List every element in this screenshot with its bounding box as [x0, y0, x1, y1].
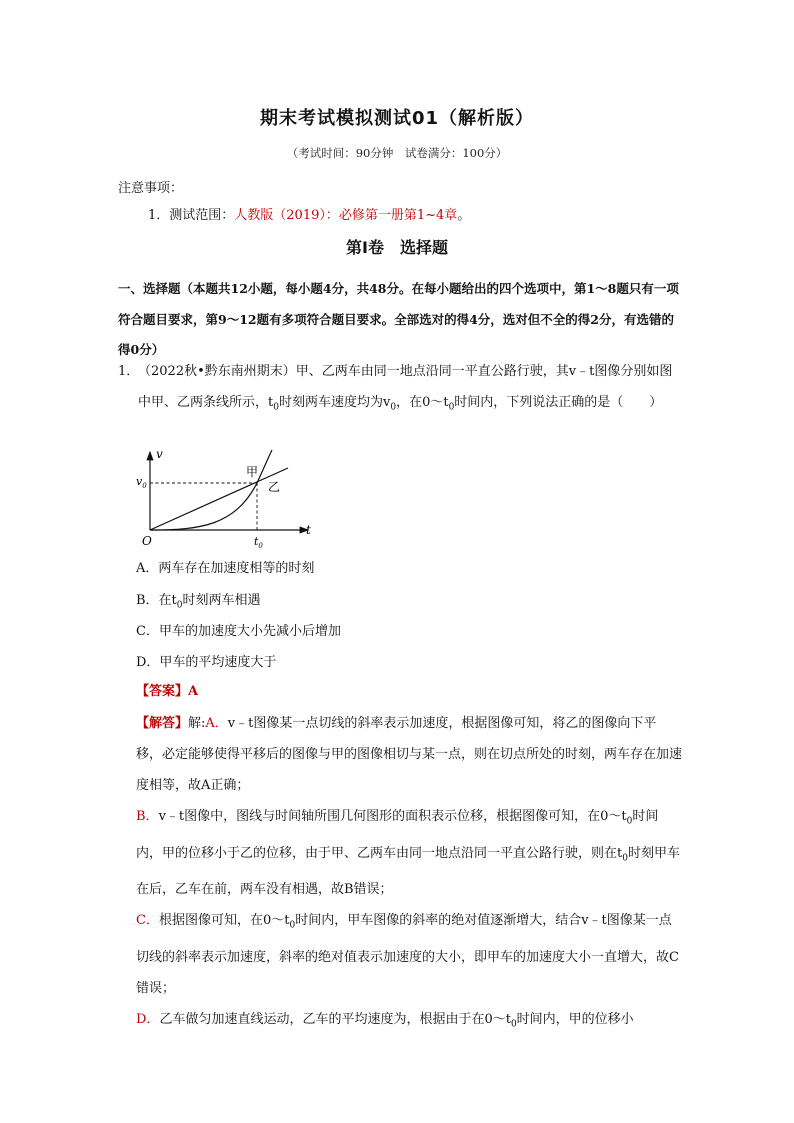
subscript: 0 [390, 402, 397, 413]
option-b-text: B．在t [136, 593, 177, 608]
subscript: 0 [176, 600, 183, 611]
question-number: 1． [118, 364, 140, 379]
explanation [136, 708, 682, 1040]
explanation-label: D． [136, 1011, 160, 1027]
explanation-tag: 【解答】 [136, 716, 189, 731]
option-b-text: 时刻两车相遇 [182, 593, 261, 608]
notice-scope: 人教版（2019）：必修第一册第1~4章 [234, 208, 458, 223]
explanation-text: 乙车做匀加速直线运动，乙车的平均速度为，根据由于在0～t [159, 1011, 511, 1027]
answer: 【答案】A [136, 684, 199, 699]
v-axis-label: v [156, 447, 163, 461]
question-stem [138, 356, 680, 424]
explanation-text: v﹣t图像某一点切线的斜率表示加速度，根据图像可知，将乙的图像向下平移，必定能够使得平移后的图像与甲的图像相切与某一点，则在切点所处的时刻，两车存在加速度相等，故A正确； [136, 716, 683, 793]
label-jia: 甲 [246, 465, 259, 479]
explanation-label: C． [136, 913, 159, 929]
option-c: C．甲车的加速度大小先减小后增加 [136, 624, 341, 639]
explanation-label: B． [136, 809, 159, 824]
subscript: 0 [448, 402, 455, 413]
explanation-text: 时刻甲车在后，乙车在前，两车没有相遇，故B错误； [136, 845, 680, 898]
stem-part: ，在0～t [396, 395, 449, 410]
section-instructions: 一、选择题（本题共12小题，每小题4分，共48分。在每小题给出的四个选项中，第1～8题只有一项符合题目要求，第9～12题有多项符合题目要求。全部选对的得4分，选对但不全的得2分，有选错的得0分） [118, 281, 679, 357]
option-d: D．甲车的平均速度大于 [136, 655, 277, 670]
subscript: 0 [510, 1019, 517, 1030]
section-title: 第Ⅰ卷 选择题 [346, 238, 448, 257]
notice-prefix: 1．测试范围： [148, 208, 235, 223]
t0-label: $t_0$ [254, 535, 263, 550]
exam-info: （考试时间：90分钟 试卷满分：100分） [286, 146, 508, 160]
document-title: 期末考试模拟测试01（解析版） [259, 108, 535, 129]
stem-part: 时刻两车速度均为v [278, 395, 391, 410]
v0-label: $v_0$ [136, 475, 147, 490]
question-1 [118, 356, 680, 424]
option-a: A．两车存在加速度相等的时刻 [136, 561, 315, 576]
stem-part: （2022秋•黔东南州期末）甲、乙两车由同一地点沿同一平直公路行驶，其v﹣t图像分别如图中甲、乙两条线所示，t [138, 364, 673, 410]
label-yi: 乙 [268, 480, 281, 494]
explanation-text: 时间内，甲的位移小于乙的位移，由于甲、乙两车由同一地点沿同一平直公路行驶，则在t [136, 809, 659, 861]
explanation-label: A． [205, 716, 228, 731]
explanation-b [136, 801, 682, 905]
explanation-text: 根据图像可知，在0～t [158, 913, 290, 929]
explanation-c [136, 905, 682, 1004]
explanation-text: 时间内，甲的位移小 [516, 1011, 634, 1027]
vt-graph [136, 447, 320, 553]
explanation-a [136, 708, 682, 801]
explanation-text: 时间内，甲车图像的斜率的绝对值逐渐增大，结合v﹣t图像某一点切线的斜率表示加速度，斜率的绝对值表示加速度的大小，即甲车的加速度大小一直增大，故C错误； [136, 913, 679, 996]
curve-jia [150, 450, 272, 530]
subscript: 0 [622, 853, 628, 864]
subscript: 0 [626, 816, 633, 827]
notice-item [148, 204, 470, 223]
notice-suffix: 。 [457, 208, 471, 223]
subscript: 0 [289, 920, 296, 931]
subscript: 0 [273, 402, 279, 413]
origin-label: O [142, 534, 152, 548]
explanation-text: 解: [188, 716, 206, 731]
t-axis-label: t [306, 523, 311, 537]
explanation-text: v﹣t图像中，图线与时间轴所围几何图形的面积表示位移，根据图像可知，在0～t [158, 809, 627, 824]
option-b [136, 589, 261, 611]
explanation-d [136, 1004, 682, 1041]
stem-part: 时间内，下列说法正确的是（ ） [454, 395, 663, 410]
notice-heading: 注意事项： [118, 181, 184, 196]
